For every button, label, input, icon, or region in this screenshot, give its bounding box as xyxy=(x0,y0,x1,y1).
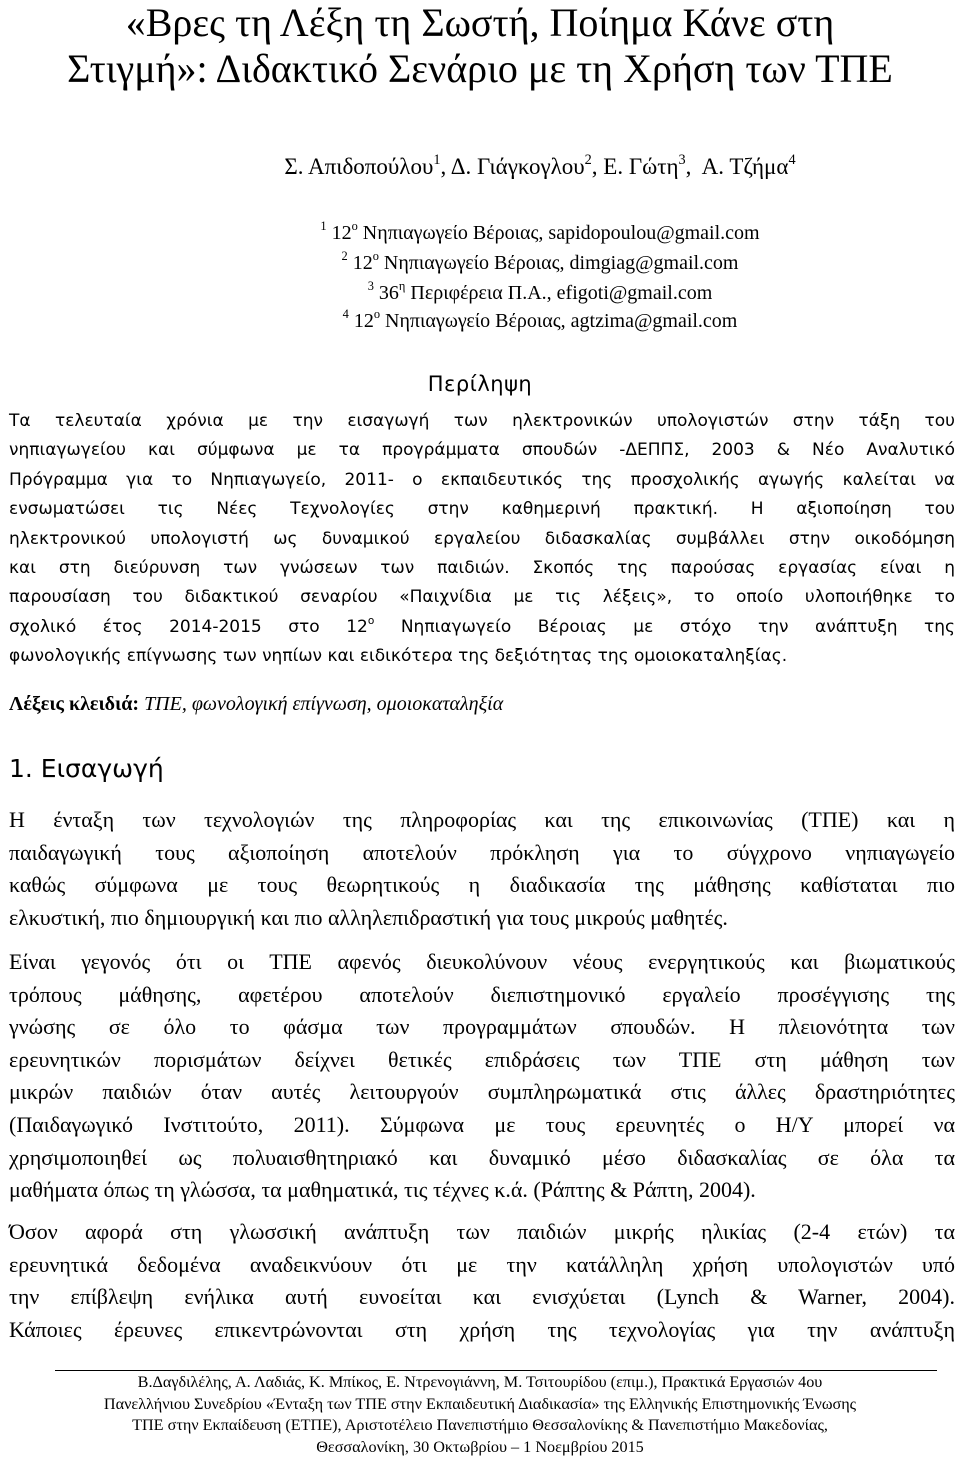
paragraph-line: την επίβλεψη ενήλικα αυτή ευνοείται και ενισχύεται (Lynch & Warner, 2004). xyxy=(9,1284,955,1310)
abstract-line: ηλεκτρονικού υπολογιστή ως δυναμικού εργαλείου διδασκαλίας συμβάλλει στην οικοδόμηση xyxy=(9,528,955,549)
paragraph-line: τρόπους μάθησης, αφετέρου αποτελούν διεπιστημονικό εργαλείο προσέγγισης της xyxy=(9,981,955,1007)
author-name: Α. Τζήμα xyxy=(701,154,789,179)
paragraph-line: ερευνητικών πορισμάτων δείχνει θετικές επιδράσεις των ΤΠΕ στη μάθηση των xyxy=(9,1046,955,1072)
abstract-line: και στη διεύρυνση των γνώσεων των παιδιών. Σκοπός της παρούσας εργασίας είναι η xyxy=(9,558,955,579)
title-line-1: «Βρες τη Λέξη τη Σωστή, Ποίημα Κάνε στη xyxy=(125,0,835,45)
section-heading: 1. Εισαγωγή xyxy=(9,754,164,783)
paragraph-3 xyxy=(9,1216,955,1346)
paragraph-line: ερευνητικά δεδομένα αναδεικνύουν ότι με την κατάλληλη χρήση υπολογιστών υπό xyxy=(9,1251,955,1277)
paragraph-line: μικρών παιδιών όταν αυτές λειτουργούν συμπληρωματικά στις άλλες δραστηριότητες xyxy=(9,1079,955,1105)
paragraph-2 xyxy=(9,946,955,1207)
author-index: 2 xyxy=(584,151,592,168)
keywords xyxy=(9,690,955,718)
title-line-2: Στιγμή»: Διδακτικό Σενάριο με τη Χρήση των ΤΠΕ xyxy=(67,46,893,91)
footer-line: Θεσσαλονίκη, 30 Οκτωβρίου – 1 Νοεμβρίου 2015 xyxy=(316,1437,644,1456)
paragraph-line: Η ένταξη των τεχνολογιών της πληροφορίας και της επικοινωνίας (ΤΠΕ) και η xyxy=(9,807,955,832)
affiliation-4: $^4$ $12^o$ Νηπιαγωγείο Βέροιας, agtzima@gmail.com xyxy=(342,307,738,332)
affiliation-1: $^1$ $12^o$ Νηπιαγωγείο Βέροιας, sapidopoulou@gmail.com xyxy=(320,219,760,244)
keywords-label: Λέξεις κλειδιά: xyxy=(9,693,140,715)
abstract-heading: Περίληψη xyxy=(427,372,533,396)
footer-divider xyxy=(55,1370,937,1371)
author-list: Σ. Απιδοπούλου$^1$, Δ. Γιάγκογλου$^2$, Ε. Γώτη$^3$, Α. Τζήμα$^4$ xyxy=(284,151,796,179)
abstract-line: σχολικό έτος 2014-2015 στο $12^o$ Νηπιαγωγείο Βέροιας με στόχο την ανάπτυξη της xyxy=(9,615,955,637)
paragraph-line: Είναι γεγονός ότι οι ΤΠΕ αφενός διευκολύνουν νέους ενεργητικούς και βιωματικούς xyxy=(9,949,955,974)
abstract-line: νηπιαγωγείου και σύμφωνα με τα προγράμματα σπουδών -ΔΕΠΠΣ, 2003 & Νέο Αναλυτικό xyxy=(9,440,955,461)
affiliation-2: $^2$ $12^o$ Νηπιαγωγείο Βέροιας, dimgiag@gmail.com xyxy=(341,249,739,274)
footer-line: Πανελλήνιου Συνεδρίου «Ένταξη των ΤΠΕ στην Εκπαιδευτική Διαδικασία» της Ελληνικής Επιστημονικής Ένωσης xyxy=(103,1394,857,1413)
paragraph-line: μαθήματα όπως τη γλώσσα, τα μαθηματικά, τις τέχνες κ.ά. (Ράπτης & Ράπτη, 2004). xyxy=(9,1177,756,1203)
author-name: Δ. Γιάγκογλου xyxy=(450,154,585,179)
footer-line: ΤΠΕ στην Εκπαίδευση (ΕΤΠΕ), Αριστοτέλειο Πανεπιστήμιο Θεσσαλονίκης & Πανεπιστήμιο Μακεδονίας, xyxy=(132,1416,828,1434)
paragraph-line: Όσον αφορά στη γλωσσική ανάπτυξη των παιδιών μικρής ηλικίας (2-4 ετών) τα xyxy=(9,1219,955,1244)
author-name: Σ. Απιδοπούλου xyxy=(284,154,434,179)
abstract-body xyxy=(9,407,955,672)
keywords-value: ΤΠΕ, φωνολογική επίγνωση, ομοιοκαταληξία xyxy=(139,693,504,715)
paragraph-1 xyxy=(9,804,955,934)
affiliation-3: $^3$ $36^\eta$ Περιφέρεια Π.Α., efigoti@gmail.com xyxy=(367,279,713,304)
paragraph-line: (Παιδαγωγικό Ινστιτούτο, 2011). Σύμφωνα με τους ερευνητές ο Η/Υ μπορεί να xyxy=(9,1111,955,1137)
author-index: 3 xyxy=(678,151,686,168)
paragraph-line: ελκυστική, πιο δημιουργική και πιο αλληλεπιδραστική για τους μικρούς μαθητές. xyxy=(9,904,728,930)
abstract-line: φωνολογικής επίγνωσης των νηπίων και ειδικότερα της δεξιότητας της ομοιοκαταληξίας. xyxy=(9,646,788,667)
paragraph-line: καθώς σύμφωνα με τους θεωρητικούς η διαδικασία της μάθησης καθίσταται πιο xyxy=(9,872,955,898)
abstract-line: Τα τελευταία χρόνια με την εισαγωγή των ηλεκτρονικών υπολογιστών στην τάξη του xyxy=(9,411,955,431)
author-index: 4 xyxy=(788,151,796,168)
paper-title xyxy=(0,0,960,92)
abstract-line: παρουσίαση του διδακτικού σεναρίου «Παιχνίδια με τις λέξεις», το οποίο υλοποιήθηκε το xyxy=(9,587,955,608)
footer-citation xyxy=(0,1372,960,1458)
paragraph-line: γνώσης σε όλο το φάσμα των προγραμμάτων σπουδών. Η πλειονότητα των xyxy=(9,1014,955,1040)
author-name: Ε. Γώτη xyxy=(603,154,679,179)
paragraph-line: χρησιμοποιηθεί ως πολυαισθητηριακό και δυναμικό μέσο διδασκαλίας σε όλα τα xyxy=(9,1144,955,1170)
abstract-line: Πρόγραμμα για το Νηπιαγωγείο, 2011- ο εκπαιδευτικός της προσχολικής αγωγής καλείται να xyxy=(9,469,955,490)
author-index: 1 xyxy=(433,151,441,168)
paragraph-line: Κάποιες έρευνες επικεντρώνονται στη χρήση της τεχνολογίας για την ανάπτυξη xyxy=(9,1316,955,1342)
abstract-line: ενσωματώσει τις Νέες Τεχνολογίες στην καθημερινή πρακτική. Η αξιοποίηση του xyxy=(9,499,955,520)
paragraph-line: παιδαγωγική τους αξιοποίηση αποτελούν πρόκληση για το σύγχρονο νηπιαγωγείο xyxy=(9,839,955,865)
footer-line: Β.Δαγδιλέλης, Α. Λαδιάς, Κ. Μπίκος, Ε. Ντρενογιάννη, Μ. Τσιτουρίδου (επιμ.), Πρακτικά Εργασιών 4ου xyxy=(137,1373,823,1391)
